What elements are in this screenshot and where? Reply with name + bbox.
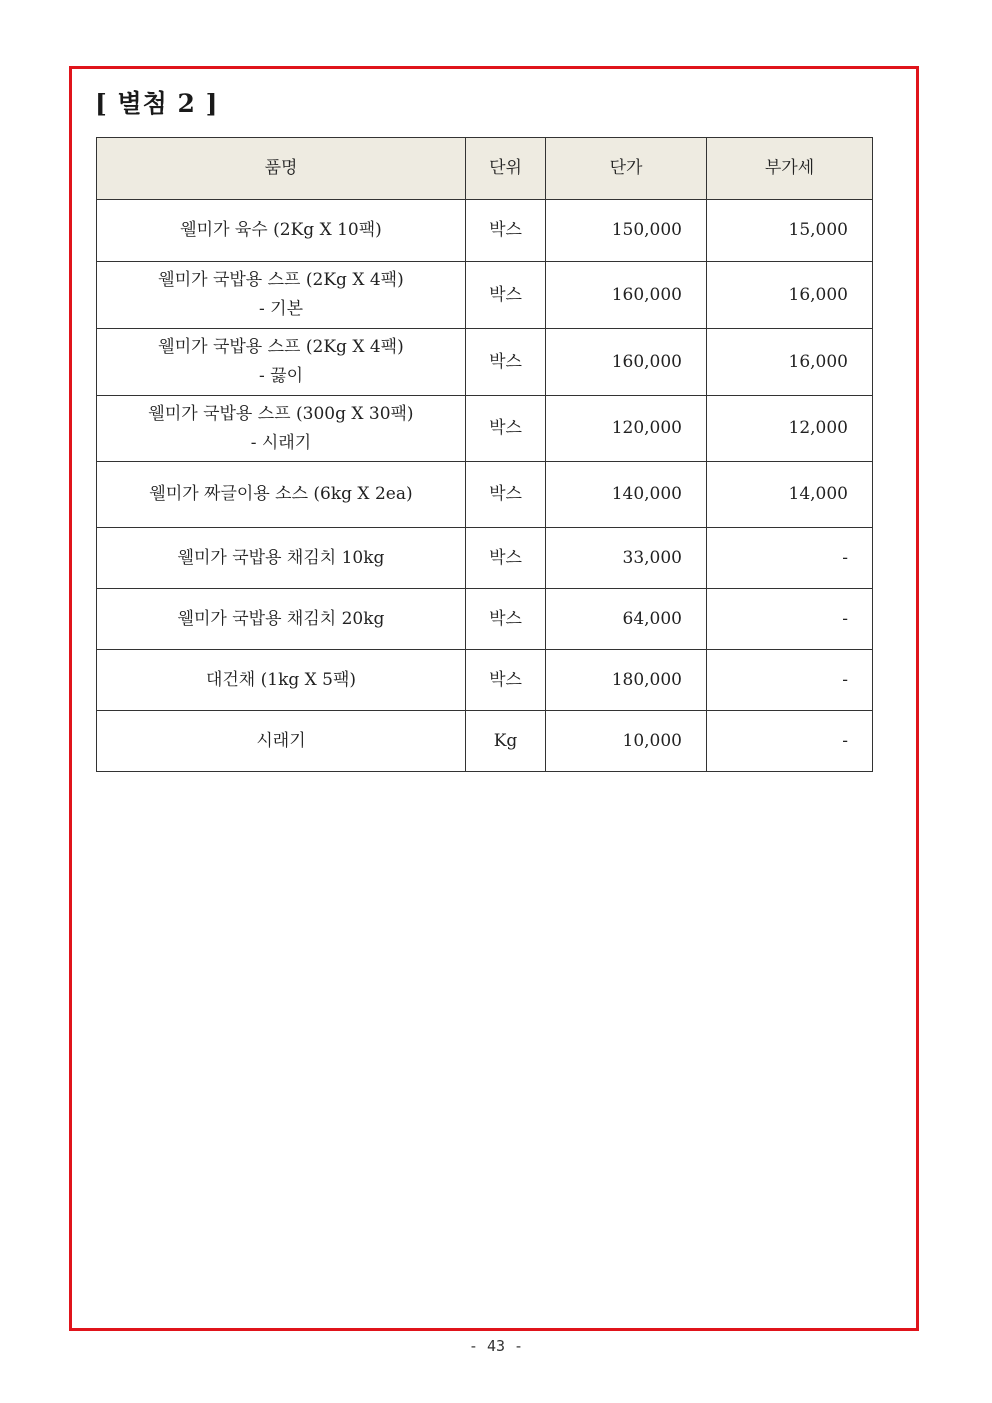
table-row bbox=[97, 528, 873, 589]
table-row bbox=[97, 329, 873, 396]
unit-cell: 박스 bbox=[466, 396, 546, 462]
vat-cell: 16,000 bbox=[707, 329, 873, 396]
item-name: 시래기 bbox=[256, 730, 306, 751]
vat-cell: - bbox=[707, 528, 873, 589]
item-name-sub: - 기본 bbox=[259, 299, 303, 319]
table-header-row bbox=[97, 138, 873, 200]
header-unit: 단위 bbox=[466, 138, 546, 200]
vat-cell: 16,000 bbox=[707, 262, 873, 329]
item-name-cell bbox=[97, 528, 466, 589]
item-name-sub: - 시래기 bbox=[250, 432, 312, 453]
unit-cell: Kg bbox=[466, 711, 546, 772]
unit-price-cell: 160,000 bbox=[546, 329, 707, 396]
item-name-cell bbox=[97, 589, 466, 650]
unit-price-cell: 140,000 bbox=[546, 462, 707, 528]
item-name: 웰미가 국밥용 채김치 10kg bbox=[177, 547, 385, 568]
item-name: 웰미가 국밥용 스프 (2Kg X 4팩) bbox=[158, 270, 404, 290]
unit-price-cell: 160,000 bbox=[546, 262, 707, 329]
item-name: 웰미가 짜글이용 소스 (6kg X 2ea) bbox=[149, 484, 413, 504]
vat-cell: 15,000 bbox=[707, 200, 873, 262]
unit-cell: 박스 bbox=[466, 329, 546, 396]
unit-cell: 박스 bbox=[466, 262, 546, 329]
table-row bbox=[97, 589, 873, 650]
table-row bbox=[97, 262, 873, 329]
item-name: 웰미가 국밥용 스프 (300g X 30팩) bbox=[148, 403, 414, 424]
table-row bbox=[97, 200, 873, 262]
vat-cell: - bbox=[707, 711, 873, 772]
item-name-cell bbox=[97, 262, 466, 329]
item-name-sub: - 끓이 bbox=[259, 366, 303, 386]
unit-cell: 박스 bbox=[466, 200, 546, 262]
table-row bbox=[97, 711, 873, 772]
unit-price-cell: 10,000 bbox=[546, 711, 707, 772]
attachment-heading: [ 별첨 2 ] bbox=[95, 89, 219, 118]
item-name-cell bbox=[97, 650, 466, 711]
unit-cell: 박스 bbox=[466, 650, 546, 711]
page-number: - 43 - bbox=[468, 1337, 524, 1355]
vat-cell: - bbox=[707, 650, 873, 711]
unit-price-cell: 150,000 bbox=[546, 200, 707, 262]
vat-cell: 14,000 bbox=[707, 462, 873, 528]
unit-price-cell: 33,000 bbox=[546, 528, 707, 589]
item-name-cell bbox=[97, 200, 466, 262]
unit-price-cell: 64,000 bbox=[546, 589, 707, 650]
table-row bbox=[97, 396, 873, 462]
table-row bbox=[97, 650, 873, 711]
unit-cell: 박스 bbox=[466, 462, 546, 528]
unit-cell: 박스 bbox=[466, 589, 546, 650]
table-row bbox=[97, 462, 873, 528]
item-name-cell bbox=[97, 462, 466, 528]
unit-cell: 박스 bbox=[466, 528, 546, 589]
vat-cell: 12,000 bbox=[707, 396, 873, 462]
item-name-cell bbox=[97, 329, 466, 396]
header-item-name: 품명 bbox=[97, 138, 466, 200]
item-name: 대건채 (1kg X 5팩) bbox=[205, 669, 357, 690]
item-name-cell bbox=[97, 711, 466, 772]
item-name: 웰미가 국밥용 채김치 20kg bbox=[177, 608, 385, 629]
header-vat: 부가세 bbox=[707, 138, 873, 200]
unit-price-cell: 120,000 bbox=[546, 396, 707, 462]
vat-cell: - bbox=[707, 589, 873, 650]
item-name: 웰미가 육수 (2Kg X 10팩) bbox=[180, 220, 382, 240]
header-unit-price: 단가 bbox=[546, 138, 707, 200]
item-name: 웰미가 국밥용 스프 (2Kg X 4팩) bbox=[158, 337, 404, 357]
unit-price-cell: 180,000 bbox=[546, 650, 707, 711]
item-name-cell bbox=[97, 396, 466, 462]
price-table bbox=[96, 137, 873, 772]
